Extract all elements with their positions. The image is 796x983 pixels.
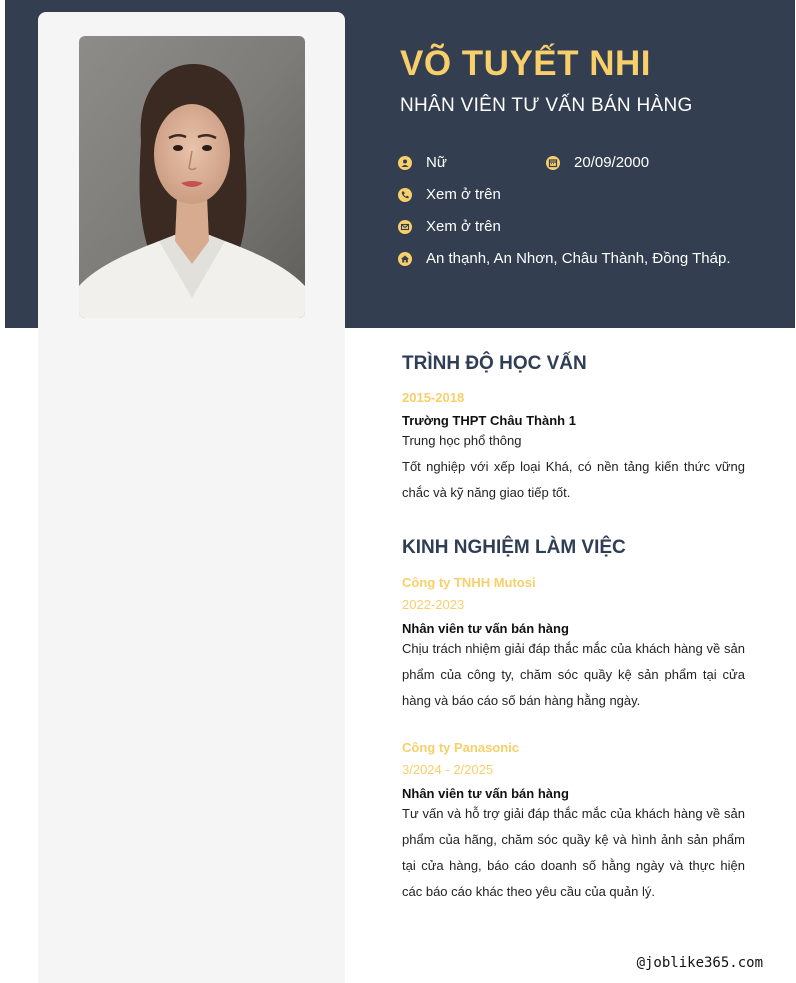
job-description: Chịu trách nhiệm giải đáp thắc mắc của khách hàng về sản phẩm của công ty, chăm sóc quầy kệ sản phẩm tại cửa hàng và báo cáo số bán hàng hằng ngày.: [402, 641, 745, 708]
email-value: Xem ở trên: [426, 218, 501, 235]
email-icon: [398, 220, 412, 234]
email-row: [398, 218, 501, 235]
gender-row: [398, 154, 447, 171]
education-entry: [402, 390, 745, 506]
candidate-name: VÕ TUYẾT NHI: [400, 44, 652, 83]
job-description: Tư vấn và hỗ trợ giải đáp thắc mắc của khách hàng về sản phẩm của hãng, chăm sóc quầy kệ và hình ảnh sản phẩm tại cửa hàng, báo cáo doanh số hằng ngày và thực hiện các báo cáo khác theo yêu cầu của quản lý.: [402, 806, 745, 899]
phone-row: [398, 186, 501, 203]
birthday-value: 20/09/2000: [574, 154, 650, 171]
company-name: Công ty Panasonic: [402, 740, 520, 755]
job-position: Nhân viên tư vấn bán hàng: [402, 621, 569, 636]
profile-photo: [79, 36, 305, 318]
user-icon: [398, 156, 412, 170]
home-icon: [398, 252, 412, 266]
job-title: NHÂN VIÊN TƯ VẤN BÁN HÀNG: [400, 95, 693, 116]
education-period: 2015-2018: [402, 390, 465, 405]
phone-icon: [398, 188, 412, 202]
education-description: Tốt nghiệp với xếp loại Khá, có nền tảng kiến thức vững chắc và kỹ năng giao tiếp tốt.: [402, 459, 745, 500]
experience-item: [402, 740, 745, 905]
company-name: Công ty TNHH Mutosi: [402, 575, 536, 590]
education-heading: TRÌNH ĐỘ HỌC VẤN: [402, 353, 587, 374]
phone-value: Xem ở trên: [426, 186, 501, 203]
education-level: Trung học phổ thông: [402, 433, 522, 448]
address-row: [398, 250, 731, 267]
experience-heading: KINH NGHIỆM LÀM VIỆC: [402, 537, 626, 558]
birthday-row: [546, 154, 649, 171]
school-name: Trường THPT Châu Thành 1: [402, 413, 576, 428]
job-period: 2022-2023: [402, 597, 465, 612]
watermark: @joblike365.com: [636, 955, 763, 971]
experience-item: [402, 575, 745, 714]
calendar-icon: [546, 156, 560, 170]
gender-value: Nữ: [426, 154, 447, 171]
job-period: 3/2024 - 2/2025: [402, 762, 494, 777]
job-position: Nhân viên tư vấn bán hàng: [402, 786, 569, 801]
address-value: An thạnh, An Nhơn, Châu Thành, Đồng Tháp.: [426, 250, 731, 267]
